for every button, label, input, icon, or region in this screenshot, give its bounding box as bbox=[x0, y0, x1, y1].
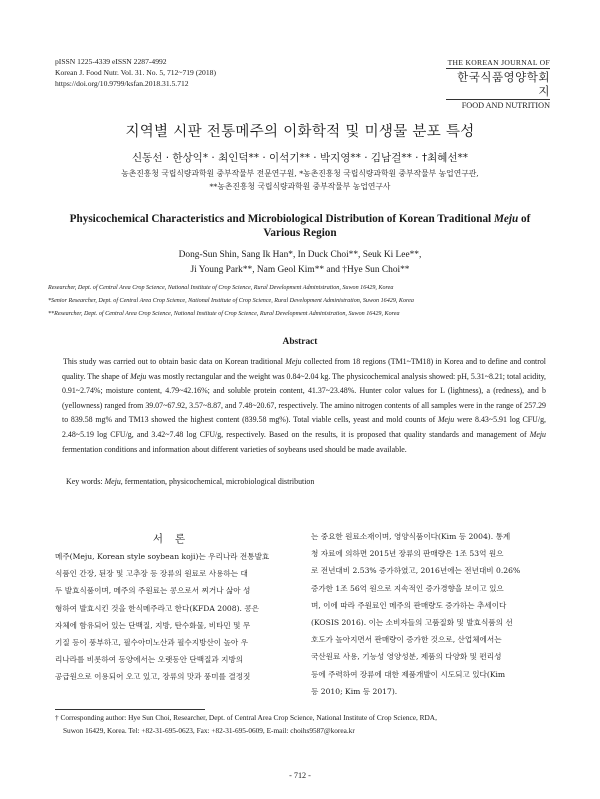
affiliation-english-3: **Researcher, Dept. of Central Area Crop Science, National Institute of Crop Science, Rural Development Administration, Suwon 16429, Korea bbox=[48, 311, 400, 317]
authors-en-line2: Ji Young Park**, Nam Geol Kim** and †Hye Sun Choi** bbox=[190, 265, 410, 275]
body-line: 며, 이에 따라 주원료인 메주의 판매량도 증가하는 추세이다 bbox=[311, 600, 507, 610]
abstract-heading: Abstract bbox=[282, 337, 318, 347]
body-column-left bbox=[55, 548, 298, 686]
journal-rule bbox=[446, 68, 550, 69]
affiliation-korean-2: **농촌진흥청 국립식량과학원 중부작물부 농업연구사 bbox=[209, 182, 391, 191]
paper-title-english bbox=[30, 212, 570, 240]
issn: pISSN 1225-4339 eISSN 2287-4992 bbox=[55, 57, 167, 66]
section-heading-introduction: 서론 bbox=[152, 533, 198, 545]
body-line: 공급원으로 이용되어 오고 있고, 장류의 맛과 풍미를 결정짓 bbox=[55, 672, 251, 682]
paper-title-korean: 지역별 시판 전통메주의 이화학적 및 미생물 분포 특성 bbox=[125, 124, 475, 140]
title-en-text: Physicochemical Characteristics and Microbiological Distribution of Korean Traditional bbox=[69, 213, 494, 225]
journal-rule bbox=[446, 99, 550, 100]
authors-korean: 신동선 · 한상익* · 최인덕** · 이석기** · 박지영** · 김남걸** · †최혜선** bbox=[131, 152, 469, 164]
journal-name-ko: 한국식품영양학회지 bbox=[457, 70, 550, 98]
journal-name-en-bottom: FOOD AND NUTRITION bbox=[461, 101, 550, 110]
body-line: 등 2010; Kim 등 2017). bbox=[311, 686, 398, 696]
abstract-body: This study was carried out to obtain basic data on Korean traditional Meju collected from 18 regions (TM1~TM18) in Korea and to define and control quality. The shape of Meju was mostly rectangular and the weight was 0.84~2.04 kg. The physicochemical analysis showed: pH, 5.31~8.21; total acidity, 0.91~2.74%; moisture content, 4.79~42.16%; and soluble protein content, 41.37~23.48%. Hunter color values for L (lightness), a (redness), and b (yellowness) ranged from 39.07~67.92, 3.57~8.87, and 7.48~20.67, respectively. The amino nitrogen contents of all samples were in the range of 257.29 to 839.58 mg% and TM13 showed the highest content (839.58 mg%). Total viable cells, yeast and mold counts of Meju were 8.43~5.91 log CFU/g, 2.48~5.19 log CFU/g, and 3.42~7.48 log CFU/g, respectively. Based on the results, it is proposed that quality standards and management of Meju fermentation conditions and information about different varieties of soybeans used should be made available. bbox=[62, 357, 547, 454]
body-line: 로 전년대비 2.53% 증가하였고, 2016년에는 전년대비 0.26% bbox=[311, 566, 521, 576]
affiliation-korean-1: 농촌진흥청 국립식량과학원 중부작물부 전문연구원, *농촌진흥청 국립식량과학원 중부작물부 농업연구관, bbox=[121, 169, 479, 178]
affiliation-english-2: *Senior Researcher, Dept. of Central Area Crop Science, National Institute of Crop Science, Rural Development Administration, Suwon 16429, Korea bbox=[48, 298, 414, 304]
title-en-line2: Various Region bbox=[263, 227, 337, 239]
body-line: 메주(Meju, Korean style soybean koji)는 우리나라 전통발효 bbox=[55, 552, 270, 561]
body-column-right bbox=[311, 528, 554, 700]
body-line: 리나라를 비롯하여 동양에서는 오랫동안 단백질과 지방의 bbox=[55, 655, 244, 665]
body-line: 형하여 발효시킨 것을 한식메주라고 한다(KFDA 2008). 콩은 bbox=[55, 603, 260, 613]
corresponding-author-footnote bbox=[55, 711, 555, 737]
body-line: 등에 주력하여 장류에 대한 제품개발이 시도되고 있다(Kim bbox=[311, 669, 506, 679]
footnote-rule bbox=[55, 709, 205, 710]
body-line: 두 발효식품이며, 메주의 주원료는 콩으로서 찌거나 삶아 성 bbox=[55, 586, 251, 596]
keywords: Key words: Meju, fermentation, physicochemical, microbiological distribution bbox=[66, 477, 315, 486]
affiliation-english-1: Researcher, Dept. of Central Area Crop Science, National Institute of Crop Science, Rural Development Administration, Suwon 16429, Korea bbox=[48, 285, 394, 291]
authors-en-line1: Dong-Sun Shin, Sang Ik Han*, In Duck Choi**, Seuk Ki Lee**, bbox=[178, 250, 422, 260]
authors-english bbox=[40, 248, 560, 278]
body-line: 식품인 간장, 된장 및 고추장 등 장류의 원료로 사용하는 대 bbox=[55, 569, 248, 579]
journal-logo bbox=[446, 58, 550, 110]
citation: Korean J. Food Nutr. Vol. 31. No. 5, 712~719 (2018) bbox=[55, 68, 216, 77]
body-line: (KOSIS 2016). 이는 소비자들의 고품질화 및 발효식품의 선 bbox=[311, 618, 513, 628]
body-line: 청 자료에 의하면 2015년 장류의 판매량은 1조 53억 원으 bbox=[311, 549, 504, 559]
body-line: 는 중요한 원료소재이며, 영양식품이다(Kim 등 2004). 통계 bbox=[311, 532, 511, 541]
page-number: - 712 - bbox=[289, 771, 311, 780]
footnote-line2: Suwon 16429, Korea. Tel: +82-31-695-0623, Fax: +82-31-695-0609, E-mail: choihs9587@korea.kr bbox=[63, 726, 355, 735]
doi: https://doi.org/10.9799/ksfan.2018.31.5.712 bbox=[55, 79, 189, 88]
body-line: 호도가 높아지면서 판매량이 증가한 것으로, 산업체에서는 bbox=[311, 635, 502, 645]
body-line: 국산원료 사용, 기능성 영양성분, 제품의 다양화 및 편리성 bbox=[311, 652, 502, 662]
title-en-suffix: of bbox=[518, 213, 531, 225]
footnote-line1: † Corresponding author: Hye Sun Choi, Researcher, Dept. of Central Area Crop Science, National Institute of Crop Science, RDA, bbox=[55, 713, 437, 722]
title-en-italic: Meju bbox=[493, 213, 519, 225]
body-line: 자체에 함유되어 있는 단백질, 지방, 탄수화물, 비타민 및 무 bbox=[55, 620, 251, 630]
body-line: 기질 등이 풍부하고, 필수아미노산과 필수지방산이 높아 우 bbox=[55, 638, 248, 648]
body-line: 증가한 1조 56억 원으로 지속적인 증가경향을 보이고 있으 bbox=[311, 583, 504, 593]
journal-metadata bbox=[55, 56, 216, 89]
journal-name-en-top: THE KOREAN JOURNAL OF bbox=[447, 58, 550, 67]
